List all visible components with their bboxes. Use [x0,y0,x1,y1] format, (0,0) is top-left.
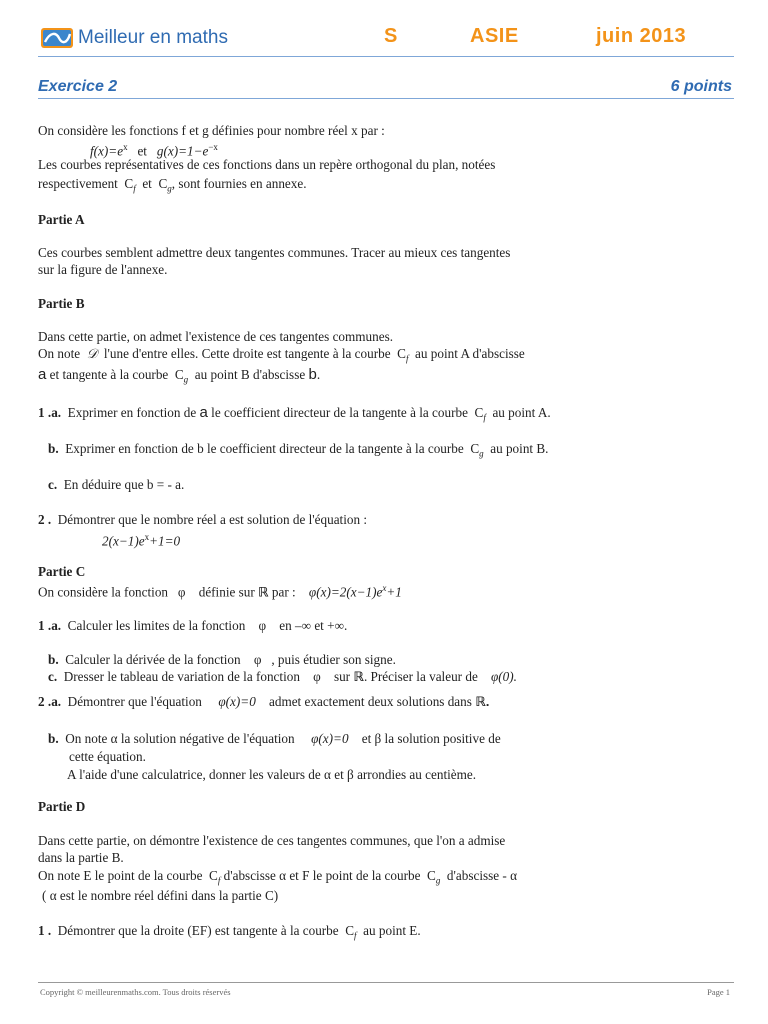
partie-d-line-1: Dans cette partie, on démontre l'existence de ces tangentes communes, que l'on a admise [38,833,506,848]
page-footer [38,982,734,1003]
page-header [38,22,734,57]
logo [40,25,228,51]
partie-a-line-1: Ces courbes semblent admettre deux tangentes communes. Tracer au mieux ces tangentes [38,245,511,260]
partie-c-q1b: b. Calculer la dérivée de la fonction φ , puis étudier son signe. [48,652,396,667]
intro-line-1: On considère les fonctions f et g définies pour nombre réel x par : [38,123,385,138]
partie-d-line-4: ( α est le nombre réel défini dans la partie C) [42,888,279,903]
partie-c-q2b: b. On note α la solution négative de l'équation φ(x)=0 et β la solution positive de [48,731,501,746]
intro-line-3: Les courbes représentatives de ces fonctions dans un repère orthogonal du plan, notées [38,157,496,172]
partie-a-heading: Partie A [38,212,85,227]
intro-function-defs: $f(x)=e^x$ et $g(x)=1-e^{-x}$ [90,142,218,159]
partie-b-line-1: Dans cette partie, on admet l'existence de ces tangentes communes. [38,329,394,344]
exam-location: ASIE [470,25,519,47]
partie-c-q2b-line-2: cette équation. [69,749,146,764]
partie-c-q1c: c. Dresser le tableau de variation de la fonction φ sur ℝ. Préciser la valeur de φ(0). [48,669,517,684]
partie-c-q1a: 1 .a. Calculer les limites de la fonction φ en –∞ et +∞. [38,618,348,633]
partie-c-line-1: On considère la fonction φ définie sur ℝ par : $\varphi(x)=2(x-1)e^x+1$ [38,583,402,600]
partie-b-line-3: a et tangente à la courbe $C_g$ au point B d'abscisse b. [38,366,321,385]
logo-icon [40,25,74,51]
partie-b-q1a: 1 .a. Exprimer en fonction de a le coefficient directeur de la tangente à la courbe $C_f$ au point A. [38,404,551,423]
intro-line-4: respectivement $C_f$ et $C_g$, sont fournies en annexe. [38,176,307,194]
exam-date: juin 2013 [596,25,687,47]
partie-b-heading: Partie B [38,296,85,311]
footer-page-number: Page 1 [707,987,730,997]
partie-b-line-2: On note 𝒟 l'une d'entre elles. Cette droite est tangente à la courbe $C_f$ au point A d'abscisse [38,346,525,364]
partie-a-line-2: sur la figure de l'annexe. [38,262,168,277]
partie-b-q1c: c. En déduire que b = - a. [48,477,185,492]
partie-b-equation: $2(x-1)e^x+1=0$ [102,532,181,549]
partie-d-heading: Partie D [38,799,86,814]
partie-c-q2a: 2 .a. Démontrer que l'équation φ(x)=0 admet exactement deux solutions dans ℝ. [38,694,490,709]
footer-copyright: Copyright © meilleurenmaths.com. Tous droits réservés [40,987,231,997]
partie-d-q1: 1 . Démontrer que la droite (EF) est tangente à la courbe $C_f$ au point E. [38,923,421,941]
partie-b-q2: 2 . Démontrer que le nombre réel a est solution de l'équation : [38,512,368,527]
exam-series: S [384,25,398,47]
logo-text: Meilleur en maths [78,27,228,48]
partie-d-line-3: On note E le point de la courbe $C_f$ d'abscisse α et F le point de la courbe $C_g$ d'abscisse - α [38,868,517,886]
exercise-points: 6 points [670,78,732,95]
partie-d-line-2: dans la partie B. [38,850,124,865]
partie-c-q2b-line-3: A l'aide d'une calculatrice, donner les valeurs de α et β arrondies au centième. [67,767,477,782]
partie-c-heading: Partie C [38,564,86,579]
exercise-title-row [38,78,734,99]
partie-b-q1b: b. Exprimer en fonction de b le coefficient directeur de la tangente à la courbe $C_g$ au point B. [48,441,549,459]
exercise-title: Exercice 2 [38,78,118,95]
